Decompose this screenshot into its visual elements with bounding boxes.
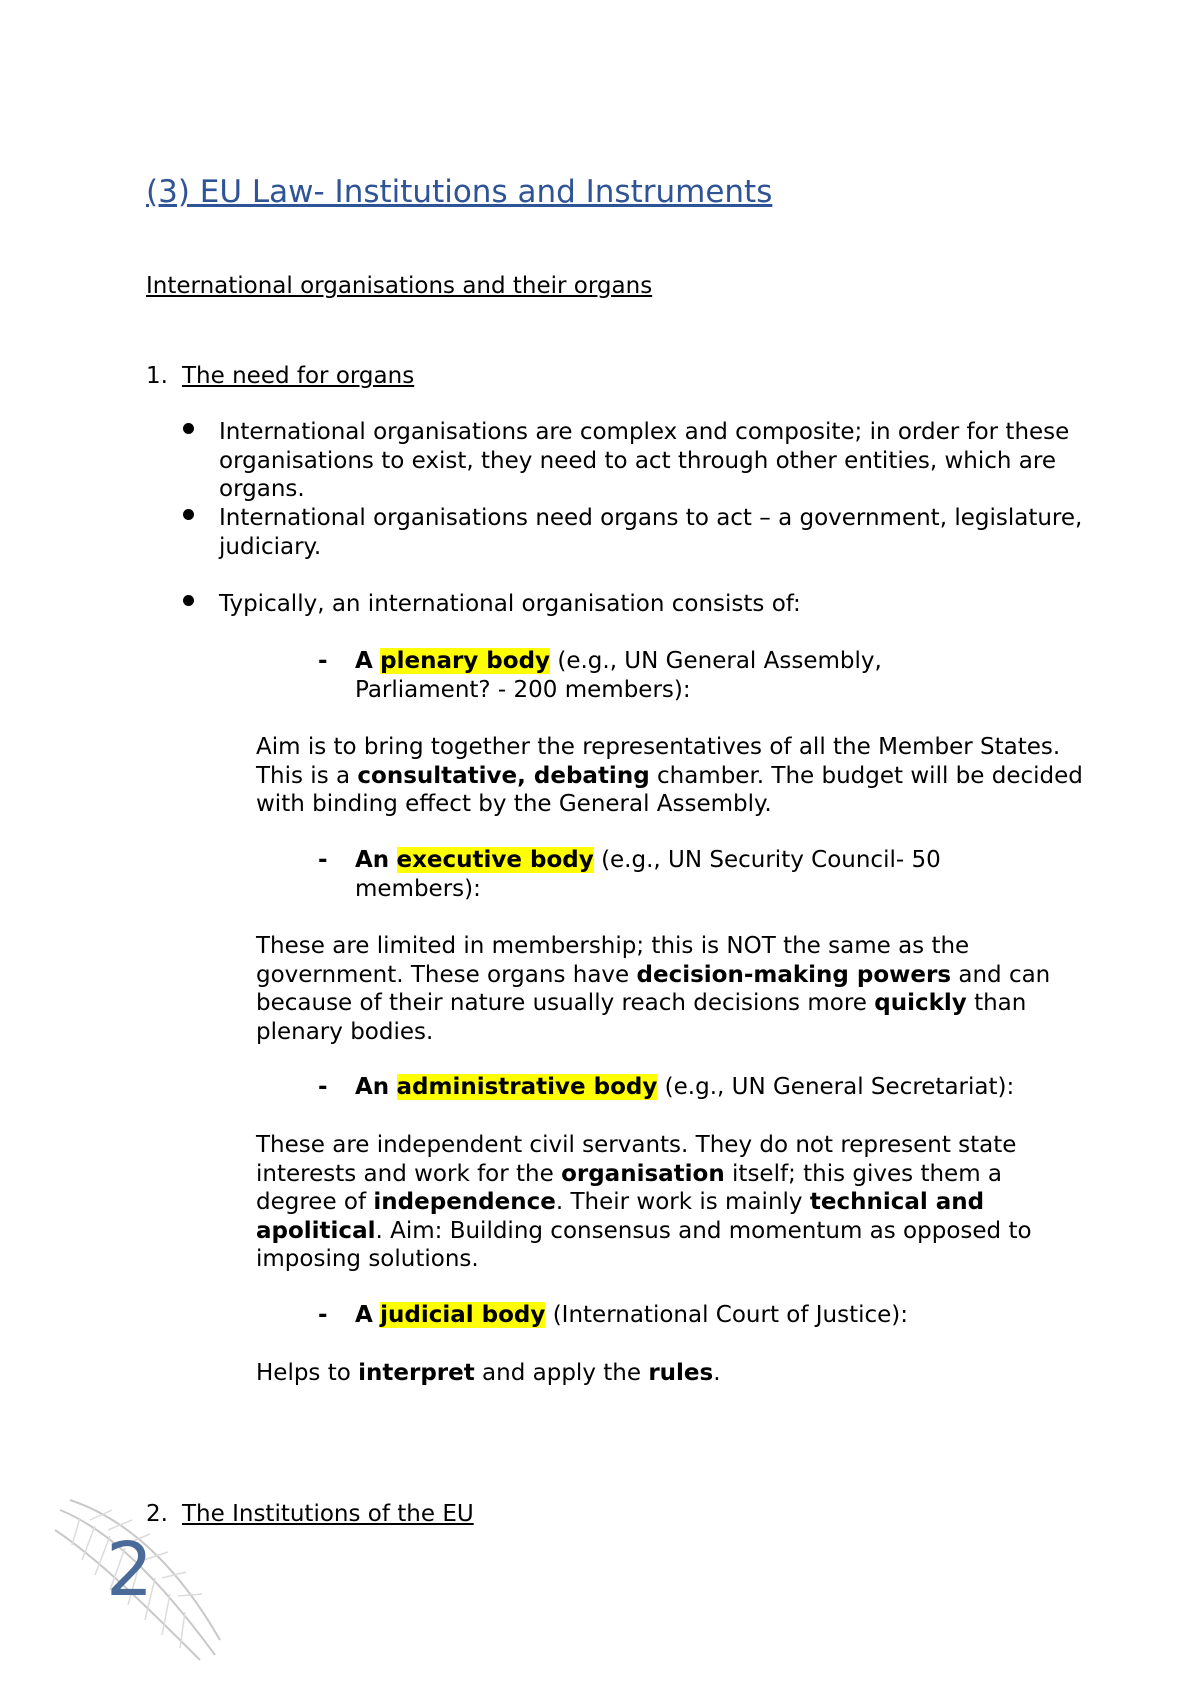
- desc-bold: quickly: [874, 990, 967, 1016]
- desc-bold: organisation: [561, 1160, 725, 1187]
- body-example: (e.g., UN General Secretariat):: [664, 1074, 1015, 1100]
- body-description-plenary: [256, 733, 1086, 819]
- dash-marker: -: [318, 648, 328, 674]
- desc-text: Aim is to bring together the representatives of all the Member States. This is a: [256, 734, 1061, 789]
- body-name-highlight: executive body: [396, 847, 594, 873]
- desc-text: . Their work is mainly: [555, 1189, 810, 1215]
- body-name-highlight: administrative body: [396, 1074, 658, 1100]
- desc-bold: interpret: [358, 1360, 475, 1386]
- section-number-1: 1.: [146, 363, 168, 389]
- body-description-executive: [256, 932, 1086, 1046]
- desc-bold: consultative, debating: [357, 762, 650, 789]
- section-label-2: The Institutions of the EU: [182, 1501, 474, 1527]
- bullet-text-3: Typically, an international organisation consists of:: [219, 591, 801, 617]
- body-description-administrative: [256, 1131, 1086, 1274]
- desc-bold: rules: [648, 1360, 714, 1386]
- dash-marker: -: [318, 847, 328, 873]
- body-item-executive: [355, 846, 1015, 903]
- body-name-highlight: plenary body: [380, 648, 551, 674]
- desc-bold: decision-making powers: [636, 961, 952, 988]
- bullet-icon: [183, 595, 194, 606]
- desc-text: than plenary bodies.: [256, 990, 1027, 1045]
- body-article: A: [355, 648, 373, 674]
- body-item-plenary: [355, 647, 1015, 704]
- body-article: An: [355, 847, 390, 873]
- section-label-1: The need for organs: [182, 363, 415, 389]
- desc-text: .: [713, 1360, 721, 1386]
- bullet-icon: [183, 423, 194, 434]
- document-title: (3) EU Law- Institutions and Instruments: [146, 174, 773, 210]
- body-example: (International Court of Justice):: [552, 1302, 909, 1328]
- desc-bold: independence: [373, 1189, 556, 1215]
- desc-bold: technical and apolitical: [256, 1189, 985, 1244]
- desc-text: chamber. The budget will be decided with binding effect by the General Assembly.: [256, 762, 1083, 817]
- body-article: An: [355, 1074, 390, 1100]
- body-description-judicial: [256, 1359, 1086, 1388]
- desc-text: These are limited in membership; this is NOT the same as the government. These organs have: [256, 933, 970, 988]
- desc-text: and can because of their nature usually reach decisions more: [256, 961, 1051, 1016]
- dash-marker: -: [318, 1074, 328, 1100]
- bullet-text-2: International organisations need organs to act – a government, legislature, judiciary.: [219, 505, 1083, 560]
- section-heading: International organisations and their organs: [146, 273, 653, 299]
- body-name-highlight: judicial body: [380, 1302, 546, 1328]
- desc-text: These are independent civil servants. They do not represent state interests and work for the: [256, 1132, 1017, 1187]
- body-article: A: [355, 1302, 373, 1328]
- body-item-judicial: [355, 1301, 1115, 1330]
- dash-marker: -: [318, 1302, 328, 1328]
- section-number-2: 2.: [146, 1501, 168, 1527]
- desc-text: and apply the: [474, 1360, 649, 1386]
- page-number: 2: [106, 1527, 154, 1613]
- desc-text: itself; this gives them a degree of: [256, 1160, 1003, 1215]
- bullet-icon: [183, 509, 194, 520]
- body-example: (e.g., UN General Assembly, Parliament? - 200 members):: [355, 648, 882, 703]
- desc-text: Helps to: [256, 1360, 359, 1386]
- desc-text: . Aim: Building consensus and momentum as opposed to imposing solutions.: [256, 1217, 1032, 1272]
- body-item-administrative: [355, 1073, 1115, 1102]
- body-example: (e.g., UN Security Council- 50 members):: [355, 847, 941, 902]
- bullet-text-1: International organisations are complex and composite; in order for these organisations to exist, they need to act through other entities, which are organs.: [219, 419, 1070, 502]
